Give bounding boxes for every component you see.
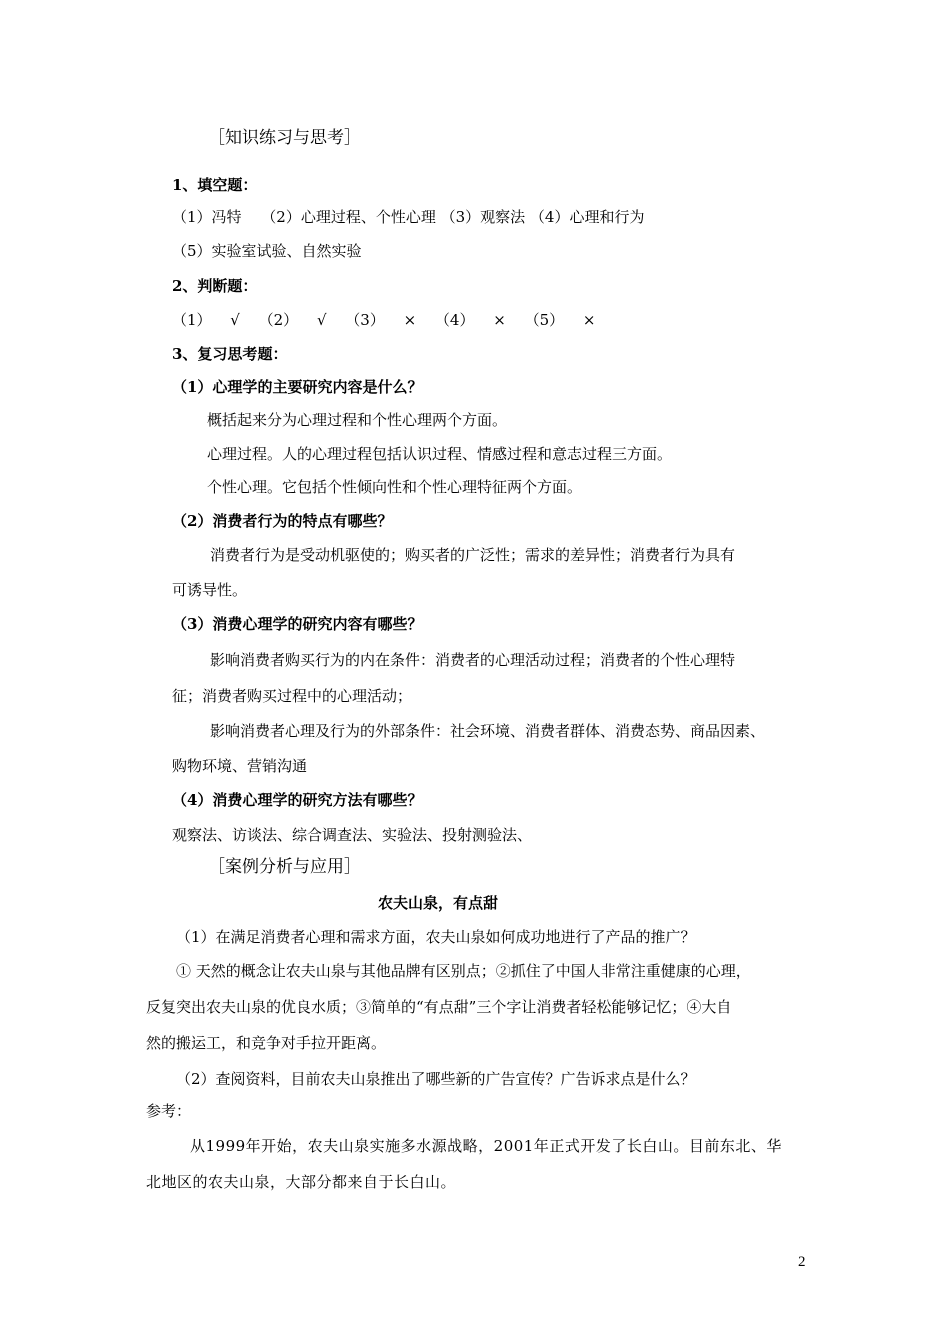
q3-s3-para1b: 征；消费者购买过程中的心理活动； xyxy=(172,687,413,705)
q2-answer-line1: （1） √ （2） √ （3） × （4） × （5） × xyxy=(172,311,596,329)
q3-s1-para3: 个性心理。它包括个性倾向性和个性心理特征两个方面。 xyxy=(207,478,583,496)
case-title: 农夫山泉，有点甜 xyxy=(378,894,499,912)
case-a1-line1: ① 天然的概念让农夫山泉与其他品牌有区别点；②抓住了中国人非常注重健康的心理， xyxy=(176,962,751,980)
q3-heading: 3、复习思考题： xyxy=(172,345,288,363)
case-a1-line3: 然的搬运工，和竞争对手拉开距离。 xyxy=(146,1034,387,1052)
q3-s1-para1: 概括起来分为心理过程和个性心理两个方面。 xyxy=(207,411,508,429)
q1-answer-line2: （5）实验室试验、自然实验 xyxy=(172,242,362,260)
q3-s4-para1: 观察法、访谈法、综合调查法、实验法、投射测验法、 xyxy=(172,826,533,844)
q3-s2-question: （2）消费者行为的特点有哪些？ xyxy=(172,512,393,530)
q3-s1-para2: 心理过程。人的心理过程包括认识过程、情感过程和意志过程三方面。 xyxy=(207,445,673,463)
q3-s2-para1b: 可诱导性。 xyxy=(172,581,248,599)
case-q2: （2）查阅资料，目前农夫山泉推出了哪些新的广告宣传？广告诉求点是什么？ xyxy=(176,1070,696,1088)
q3-s2-para1a: 消费者行为是受动机驱使的；购买者的广泛性；需求的差异性；消费者行为具有 xyxy=(210,546,736,564)
q3-s3-question: （3）消费心理学的研究内容有哪些？ xyxy=(172,615,423,633)
reference-line2: 北地区的农夫山泉，大部分都来自于长白山。 xyxy=(146,1173,457,1191)
case-a1-line2: 反复突出农夫山泉的优良水质；③简单的“有点甜”三个字让消费者轻松能够记忆；④大自 xyxy=(146,998,732,1016)
q3-s1-question: （1）心理学的主要研究内容是什么？ xyxy=(172,378,423,396)
q3-s4-question: （4）消费心理学的研究方法有哪些？ xyxy=(172,791,423,809)
reference-label: 参考： xyxy=(146,1102,192,1120)
page-number: 2 xyxy=(798,1254,806,1270)
q2-heading: 2、判断题： xyxy=(172,277,258,295)
section-title-knowledge: ［知识练习与思考］ xyxy=(208,128,361,148)
section-title-case: ［案例分析与应用］ xyxy=(208,857,361,877)
q1-answer-line1: （1）冯特 （2）心理过程、个性心理 （3）观察法 （4）心理和行为 xyxy=(172,208,645,226)
case-q1: （1）在满足消费者心理和需求方面，农夫山泉如何成功地进行了产品的推广？ xyxy=(176,928,696,946)
reference-line1: 从1999年开始，农夫山泉实施多水源战略，2001年正式开发了长白山。目前东北、华 xyxy=(190,1137,782,1155)
q3-s3-para2b: 购物环境、营销沟通 xyxy=(172,757,308,775)
q1-heading: 1、填空题： xyxy=(172,176,258,194)
q3-s3-para2a: 影响消费者心理及行为的外部条件：社会环境、消费者群体、消费态势、商品因素、 xyxy=(210,722,766,740)
q3-s3-para1a: 影响消费者购买行为的内在条件：消费者的心理活动过程；消费者的个性心理特 xyxy=(210,651,736,669)
